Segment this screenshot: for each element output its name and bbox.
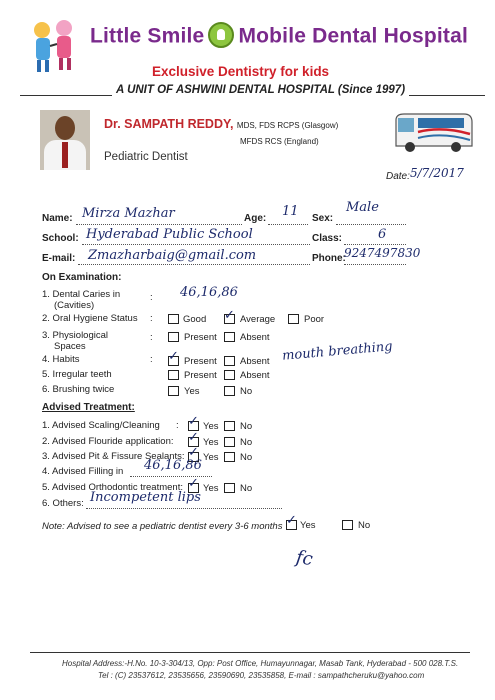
exam-item-hygiene: 2. Oral Hygiene Status xyxy=(42,313,138,324)
mobile-bus-icon xyxy=(392,108,476,156)
age-line xyxy=(268,224,308,225)
spaces-absent-label: Absent xyxy=(240,332,270,343)
sex-line xyxy=(336,224,406,225)
advised-others: 6. Others: xyxy=(42,498,84,509)
fluoride-yes-label: Yes xyxy=(203,437,219,448)
class-line xyxy=(344,244,406,245)
doctor-name: Dr. SAMPATH REDDY, MDS, FDS RCPS (Glasgow) xyxy=(104,117,339,131)
hygiene-colon: : xyxy=(150,313,153,324)
irregular-present-checkbox[interactable] xyxy=(168,370,179,380)
checkmark-icon: ✓ xyxy=(188,476,199,491)
habits-colon: : xyxy=(150,354,153,365)
sealants-yes-label: Yes xyxy=(203,452,219,463)
school-label: School: xyxy=(42,233,79,244)
name-line xyxy=(76,224,242,225)
checkmark-icon: ✓ xyxy=(188,430,199,445)
kids-logo-icon xyxy=(28,16,86,76)
hygiene-poor-checkbox[interactable] xyxy=(288,314,299,324)
advised-fluoride: 2. Advised Flouride application: xyxy=(42,436,174,447)
caries-value: 46,16,86 xyxy=(180,285,238,300)
scaling-yes-label: Yes xyxy=(203,421,219,432)
followup-no-label: No xyxy=(358,520,371,531)
date-label: Date: xyxy=(386,171,410,182)
clinic-subtitle: Exclusive Dentistry for kids xyxy=(152,64,330,79)
exam-item-caries: 1. Dental Caries in xyxy=(42,289,121,300)
school-value: Hyderabad Public School xyxy=(86,227,253,242)
phone-line xyxy=(344,264,406,265)
others-line xyxy=(86,508,282,509)
age-label: Age: xyxy=(244,213,267,224)
exam-item-habits: 4. Habits xyxy=(42,354,80,365)
exam-item-caries-sub: (Cavities) xyxy=(54,300,95,311)
habit-note: mouth breathing xyxy=(281,339,394,364)
fluoride-no-label: No xyxy=(240,437,253,448)
sex-value: Male xyxy=(346,200,379,215)
doctor-signature: fc xyxy=(294,546,315,571)
checkmark-icon: ✓ xyxy=(188,445,199,460)
exam-item-spaces-sub: Spaces xyxy=(54,341,86,352)
examination-heading: On Examination: xyxy=(42,272,122,283)
habits-present-label: Present xyxy=(184,356,217,367)
scaling-no-checkbox[interactable] xyxy=(224,421,235,431)
habits-absent-label: Absent xyxy=(240,356,270,367)
brushing-yes-label: Yes xyxy=(184,386,200,397)
irregular-present-label: Present xyxy=(184,370,217,381)
footer-address: Hospital Address:-H.No. 10-3-304/13, Opp: Post Office, Humayunnagar, Masab Tank, Hyderabad - 500 028.T.S. xyxy=(62,659,459,668)
irregular-absent-label: Absent xyxy=(240,370,270,381)
doctor-photo xyxy=(40,110,90,170)
doctor-qualifications: MFDS RCS (England) xyxy=(240,137,319,146)
phone-value: 9247497830 xyxy=(344,246,421,260)
clinic-title: Little Smile Mobile Dental Hospital xyxy=(90,24,468,50)
orthodontic-no-checkbox[interactable] xyxy=(224,483,235,493)
spaces-present-checkbox[interactable] xyxy=(168,332,179,342)
sex-label: Sex: xyxy=(312,213,334,224)
doctor-specialty: Pediatric Dentist xyxy=(104,151,188,163)
filling-line xyxy=(130,476,212,477)
advised-heading: Advised Treatment: xyxy=(42,402,135,413)
brushing-no-label: No xyxy=(240,386,253,397)
brushing-no-checkbox[interactable] xyxy=(224,386,235,396)
school-line xyxy=(82,244,310,245)
exam-item-spaces: 3. Physiological xyxy=(42,330,109,341)
hygiene-poor-label: Poor xyxy=(304,314,325,325)
hygiene-average-label: Average xyxy=(240,314,276,325)
unit-tagline: A UNIT OF ASHWINI DENTAL HOSPITAL (Since 1997) xyxy=(112,84,409,96)
orthodontic-yes-label: Yes xyxy=(203,483,219,494)
class-value: 6 xyxy=(378,227,387,242)
hygiene-good-label: Good xyxy=(183,314,207,325)
checkmark-icon: ✓ xyxy=(168,349,179,364)
checkmark-icon: ✓ xyxy=(286,513,297,528)
exam-item-brushing: 6. Brushing twice xyxy=(42,384,115,395)
tooth-logo-icon xyxy=(208,22,234,48)
checkmark-icon: ✓ xyxy=(224,308,235,323)
followup-note: Note: Advised to see a pediatric dentist every 3-6 months xyxy=(42,521,283,532)
email-value: Zmazharbaig@gmail.com xyxy=(88,248,257,263)
advised-orthodontic: 5. Advised Orthodontic treatment: xyxy=(42,482,183,493)
email-line xyxy=(78,264,310,265)
scaling-no-label: No xyxy=(240,421,253,432)
phone-label: Phone: xyxy=(312,253,346,264)
age-value: 11 xyxy=(282,204,299,219)
habits-absent-checkbox[interactable] xyxy=(224,356,235,366)
scaling-colon: : xyxy=(176,420,179,431)
spaces-present-label: Present xyxy=(184,332,217,343)
sealants-no-checkbox[interactable] xyxy=(224,452,235,462)
footer-contact: Tel : (C) 23537612, 23535656, 23590690, 23535858, E-mail : sampathcheruku@yahoo.com xyxy=(98,671,425,680)
advised-sealants: 3. Advised Pit & Fissure Sealants: xyxy=(42,451,185,462)
spaces-absent-checkbox[interactable] xyxy=(224,332,235,342)
class-label: Class: xyxy=(312,233,343,244)
fluoride-no-checkbox[interactable] xyxy=(224,437,235,447)
name-value: Mirza Mazhar xyxy=(82,206,175,221)
email-label: E-mail: xyxy=(42,253,76,264)
checkmark-icon: ✓ xyxy=(188,414,199,429)
brushing-yes-checkbox[interactable] xyxy=(168,386,179,396)
hygiene-good-checkbox[interactable] xyxy=(168,314,179,324)
others-value: Incompetent lips xyxy=(90,490,201,505)
advised-scaling: 1. Advised Scaling/Cleaning xyxy=(42,420,160,431)
advised-filling: 4. Advised Filling in xyxy=(42,466,124,477)
footer-divider xyxy=(30,652,470,653)
irregular-absent-checkbox[interactable] xyxy=(224,370,235,380)
exam-item-irregular: 5. Irregular teeth xyxy=(42,369,112,380)
name-label: Name: xyxy=(42,213,73,224)
filling-value: 46,16,86 xyxy=(144,458,202,473)
followup-no-checkbox[interactable] xyxy=(342,520,353,530)
date-value: 5/7/2017 xyxy=(410,166,464,180)
caries-colon: : xyxy=(150,292,153,303)
spaces-colon: : xyxy=(150,332,153,343)
orthodontic-no-label: No xyxy=(240,483,253,494)
followup-yes-label: Yes xyxy=(300,520,316,531)
sealants-no-label: No xyxy=(240,452,253,463)
